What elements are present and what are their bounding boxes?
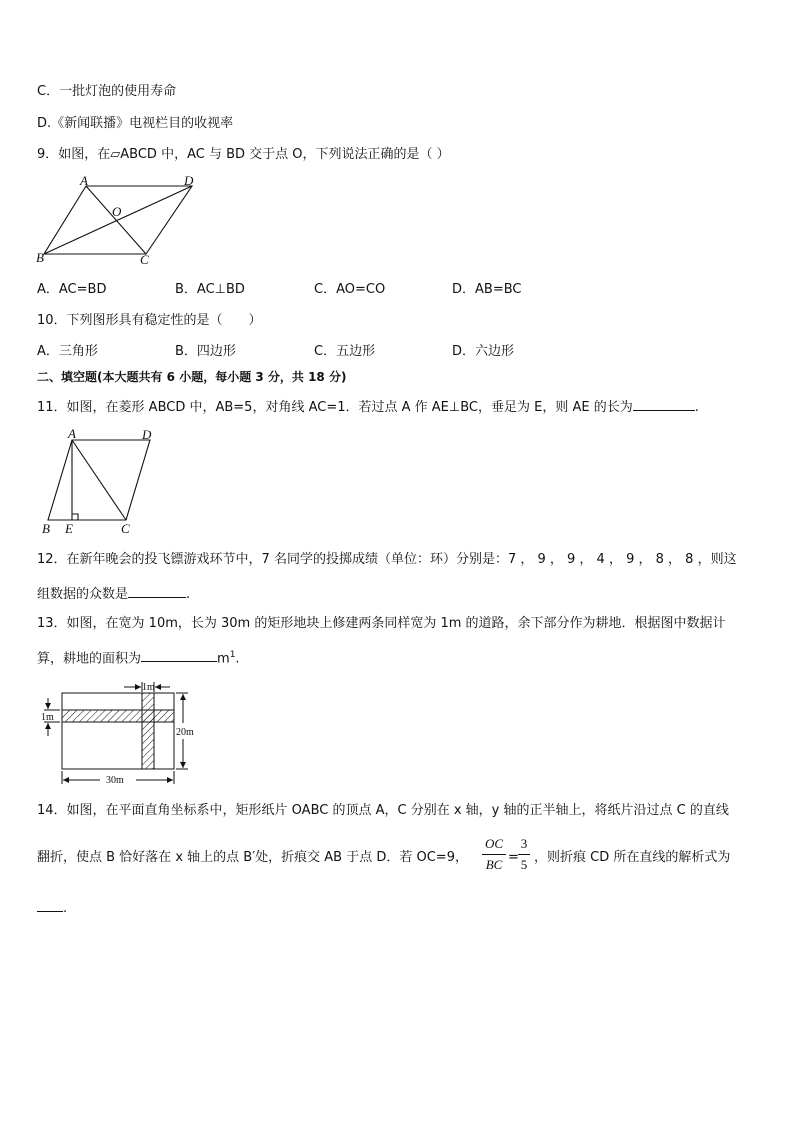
q13-field-figure xyxy=(38,678,208,788)
q10-option-d: D．六边形 xyxy=(452,344,515,359)
q11-rhombus-figure xyxy=(38,426,168,538)
q13-unit: m xyxy=(217,651,230,667)
q14-frac-denominator: BC xyxy=(485,857,503,872)
q14-answer-blank[interactable] xyxy=(37,897,63,912)
q11-label-c: C xyxy=(121,521,130,536)
q14-frac2-denominator: 5 xyxy=(520,857,528,872)
q11-answer-blank[interactable] xyxy=(633,396,695,411)
q9-stem: 9．如图，在▱ABCD 中，AC 与 BD 交于点 O，下列说法正确的是（ ） xyxy=(37,147,450,162)
q8-option-d: D.《新闻联播》电视栏目的收视率 xyxy=(37,116,234,131)
q11-label-b: B xyxy=(42,521,50,536)
q14-fraction-3-5 xyxy=(518,836,530,873)
q9-option-a: A．AC=BD xyxy=(37,282,107,297)
q9-option-c: C．AO=CO xyxy=(314,282,386,297)
q14-frac-numerator: OC xyxy=(484,836,504,851)
q14-frac2-numerator: 3 xyxy=(520,836,528,851)
q13-label-30m: 30m xyxy=(106,775,124,786)
q14-line2b: ，则折痕 CD 所在直线的解析式为 xyxy=(534,850,731,865)
q9-parallelogram-figure xyxy=(34,174,204,268)
q9-option-d: D．AB=BC xyxy=(452,282,522,297)
q11-period: . xyxy=(694,400,699,415)
q12-line2 xyxy=(37,583,190,604)
q10-option-c: C．五边形 xyxy=(314,344,376,359)
q12-line2-text: 组数据的众数是 xyxy=(37,587,129,602)
q11-stem xyxy=(37,396,699,417)
q14-line3 xyxy=(37,897,67,918)
q12-line1: 12．在新年晚会的投飞镖游戏环节中，7 名同学的投掷成绩（单位：环）分别是：7 ， 9 ， 9 ， 4 ， 9 ， 8 ， 8 ，则这 xyxy=(37,552,737,567)
q10-stem: 10．下列图形具有稳定性的是（ ） xyxy=(37,313,262,328)
q9-label-b: B xyxy=(36,250,44,265)
q13-label-20m: 20m xyxy=(176,727,194,738)
q14-line1: 14．如图，在平面直角坐标系中，矩形纸片 OABC 的顶点 A，C 分别在 x 轴，y 轴的正半轴上，将纸片沿过点 C 的直线 xyxy=(37,803,729,818)
q14-line2a: 翻折，使点 B 恰好落在 x 轴上的点 B′处，折痕交 AB 于点 D．若 OC=9， xyxy=(37,850,468,865)
q11-label-e: E xyxy=(65,521,73,536)
q13-period: . xyxy=(235,651,240,667)
q11-stem-text: 11．如图，在菱形 ABCD 中，AB=5，对角线 AC=1．若过点 A 作 AE⊥BC，垂足为 E，则 AE 的长为 xyxy=(37,400,633,415)
q13-label-top-1m: 1m xyxy=(142,682,155,693)
q9-label-a: A xyxy=(80,174,88,188)
q10-option-b: B．四边形 xyxy=(175,344,236,359)
section-heading: 二、填空题(本大题共有 6 小题，每小题 3 分，共 18 分) xyxy=(37,370,347,384)
q10-option-a: A．三角形 xyxy=(37,344,98,359)
q9-label-c: C xyxy=(140,252,149,267)
q13-label-left-1m: 1m xyxy=(41,712,54,723)
q14-equals: = xyxy=(508,850,519,865)
q11-label-a: A xyxy=(68,426,76,441)
q12-period: . xyxy=(186,587,191,602)
q13-line2 xyxy=(37,646,240,668)
q11-label-d: D xyxy=(142,427,152,442)
q9-label-o: O xyxy=(112,204,122,219)
q14-fraction-oc-bc xyxy=(482,836,506,873)
q9-option-b: B．AC⊥BD xyxy=(175,282,245,297)
q9-label-d: D xyxy=(184,174,194,188)
q12-answer-blank[interactable] xyxy=(128,583,186,598)
q14-period: . xyxy=(63,901,68,916)
q8-option-c: C．一批灯泡的使用寿命 xyxy=(37,84,177,99)
q13-line2-text: 算，耕地的面积为 xyxy=(37,651,142,667)
q13-unit-sup: 1 xyxy=(229,650,236,660)
q13-answer-blank[interactable] xyxy=(141,647,217,662)
q13-line1: 13．如图，在宽为 10m，长为 30m 的矩形地块上修建两条同样宽为 1m 的道路，余下部分作为耕地．根据图中数据计 xyxy=(37,616,726,631)
